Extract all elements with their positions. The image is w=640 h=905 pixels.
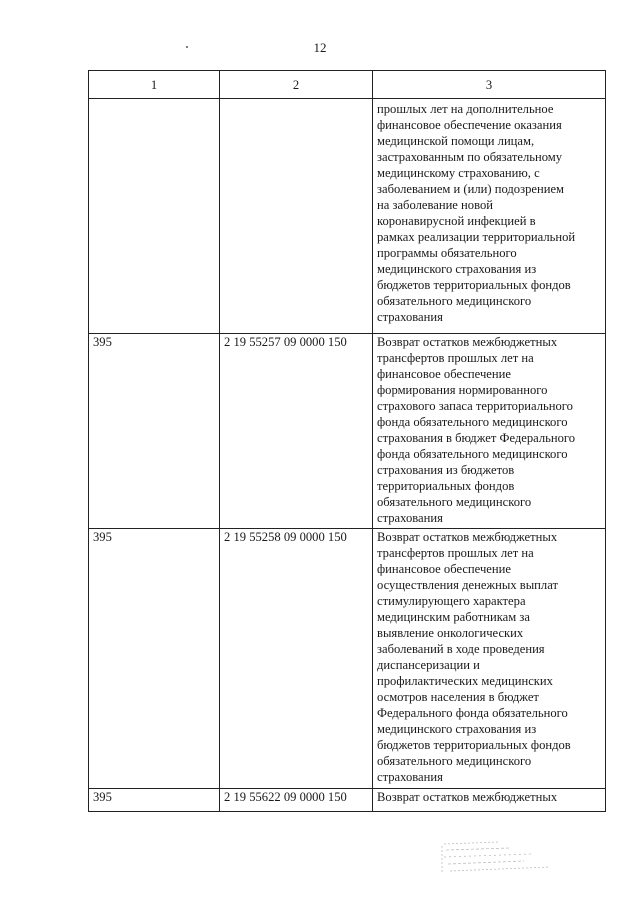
row-admin-code: 395	[89, 529, 220, 789]
header-col-1: 1	[89, 71, 220, 99]
row-admin-code	[89, 99, 220, 334]
row-admin-code: 395	[89, 789, 220, 812]
header-col-3: 3	[373, 71, 606, 99]
row-admin-code: 395	[89, 334, 220, 529]
document-table	[88, 70, 606, 812]
row-budget-code: 2 19 55257 09 0000 150	[220, 334, 373, 529]
row-description: Возврат остатков межбюджетных трансфертов прошлых лет на финансовое обеспечение формирования нормированного страхового запаса территориального фонда обязательного медицинского страхования в бюджет Федерального фонда обязательного медицинского страхования из бюджетов территориальных фондов обязательного медицинского страхования	[373, 334, 606, 529]
header-col-2: 2	[220, 71, 373, 99]
scan-speck	[186, 46, 188, 48]
table-header-row	[89, 71, 606, 99]
table-row	[89, 789, 606, 812]
table-row	[89, 334, 606, 529]
faded-stamp-mark	[440, 838, 560, 880]
row-budget-code	[220, 99, 373, 334]
table-row	[89, 529, 606, 789]
table-row	[89, 99, 606, 334]
row-description: Возврат остатков межбюджетных	[373, 789, 606, 812]
row-budget-code: 2 19 55622 09 0000 150	[220, 789, 373, 812]
page-number: 12	[313, 40, 327, 55]
row-budget-code: 2 19 55258 09 0000 150	[220, 529, 373, 789]
row-description: прошлых лет на дополнительное финансовое обеспечение оказания медицинской помощи лицам, застрахованным по обязательному медицинскому страхованию, с заболеванием и (или) подозрением на заболевание новой коронавирусной инфекцией в рамках реализации территориальной программы обязательного медицинского страхования из бюджетов территориальных фондов обязательного медицинского страхования	[373, 99, 606, 334]
row-description: Возврат остатков межбюджетных трансфертов прошлых лет на финансовое обеспечение осуществления денежных выплат стимулирующего характера медицинским работникам за выявление онкологических заболеваний в ходе проведения диспансеризации и профилактических медицинских осмотров населения в бюджет Федерального фонда обязательного медицинского страхования из бюджетов территориальных фондов обязательного медицинского страхования	[373, 529, 606, 789]
